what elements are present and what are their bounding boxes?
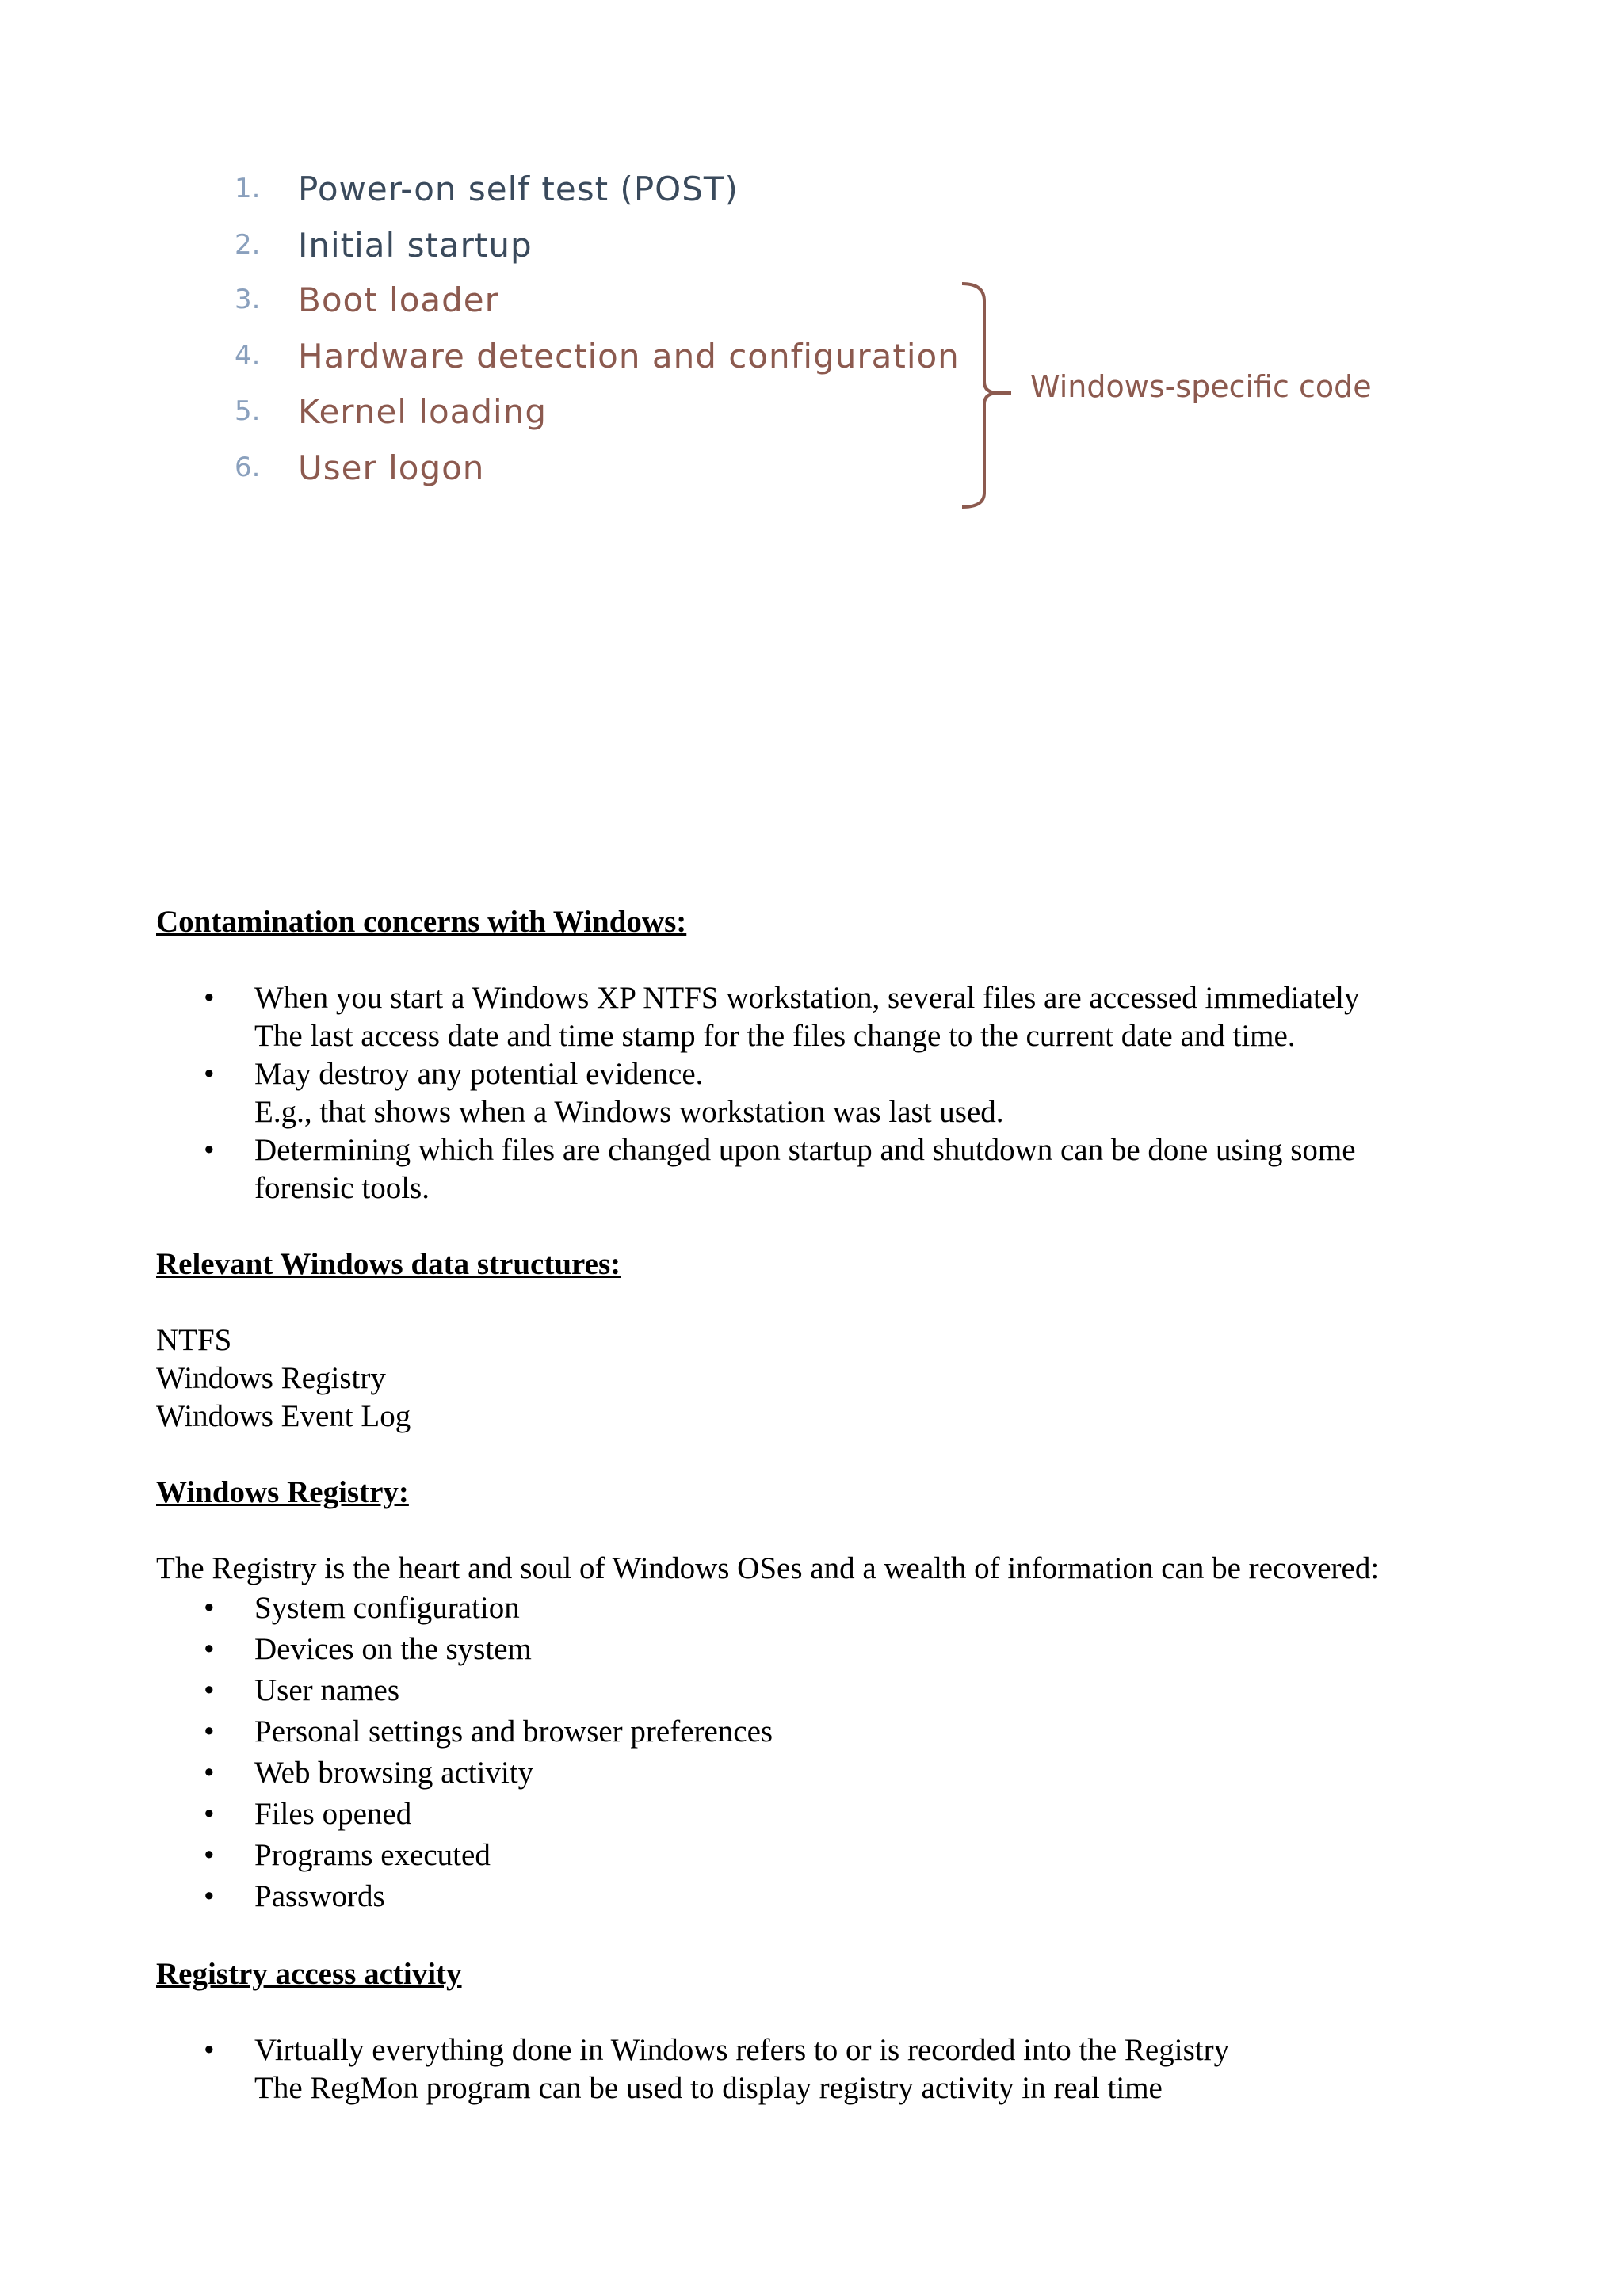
list-item: • Determining which files are changed upon startup and shutdown can be done using some forensic tools. [204,1133,1356,1205]
heading-data-structures: Relevant Windows data structures: [156,1247,621,1281]
bullet-glyph: • [204,1632,215,1666]
boot-sequence-figure [0,0,1623,555]
registry-list [156,1588,1503,1917]
step-text: Hardware detection and configuration [298,336,960,376]
list-item: • Files opened [156,1794,1503,1835]
bullet-glyph: • [204,981,215,1015]
list-item: Windows Event Log [156,1399,411,1433]
step-number: 3. [235,284,261,315]
step-text: Power-on self test (POST) [298,169,739,208]
step-number: 4. [235,340,261,372]
bullet-glyph: • [204,1057,215,1091]
boot-step-3 [235,276,499,323]
bullet-glyph: • [204,1591,215,1625]
list-item: • User names [156,1670,1503,1711]
list-item: • Personal settings and browser preferences [156,1711,1503,1753]
list-item: • Passwords [156,1876,1503,1917]
step-number: 5. [235,395,261,427]
registry-access-list [156,2031,1503,2107]
bullet-glyph: • [204,1879,215,1913]
list-item: • Devices on the system [156,1629,1503,1670]
list-item: Windows Registry [156,1361,386,1395]
list-item: • May destroy any potential evidence. E.g., that shows when a Windows workstation was last used. [204,1057,1004,1129]
list-item: • System configuration [156,1588,1503,1629]
list-item: • Programs executed [156,1835,1503,1876]
list-item: • Virtually everything done in Windows refers to or is recorded into the Registry The RegMon program can be used to display registry activity in real time [204,2033,1230,2105]
boot-step-4 [235,332,960,379]
bullet-glyph: • [204,1756,215,1790]
bullet-glyph: • [204,1673,215,1707]
boot-step-6 [235,444,484,491]
right-bracket-icon [951,277,1014,515]
heading-contamination: Contamination concerns with Windows: [156,905,687,939]
document-body [156,903,1503,2107]
step-text: Boot loader [298,280,499,319]
bullet-glyph: • [204,2033,215,2067]
boot-step-2 [235,221,533,269]
data-structures-list [156,1322,1503,1436]
list-item: • When you start a Windows XP NTFS workstation, several files are accessed immediately The last access date and time stamp for the files change to the current date and time. [204,981,1360,1053]
registry-intro: The Registry is the heart and soul of Windows OSes and a wealth of information can be recovered: [156,1551,1380,1585]
boot-step-5 [235,387,547,435]
list-item: NTFS [156,1323,232,1357]
step-number: 2. [235,229,261,261]
boot-step-1 [235,165,739,212]
bullet-glyph: • [204,1133,215,1167]
bullet-glyph: • [204,1838,215,1872]
step-text: User logon [298,448,485,487]
bullet-glyph: • [204,1797,215,1831]
step-number: 1. [235,173,261,204]
heading-registry-access: Registry access activity [156,1957,462,1991]
bullet-glyph: • [204,1714,215,1749]
step-text: Kernel loading [298,391,548,431]
contamination-list [156,979,1503,1207]
bracket-label: Windows-specific code [1030,369,1372,404]
step-number: 6. [235,452,261,483]
heading-windows-registry: Windows Registry: [156,1475,409,1509]
list-item: • Web browsing activity [156,1753,1503,1794]
step-text: Initial startup [298,225,533,265]
